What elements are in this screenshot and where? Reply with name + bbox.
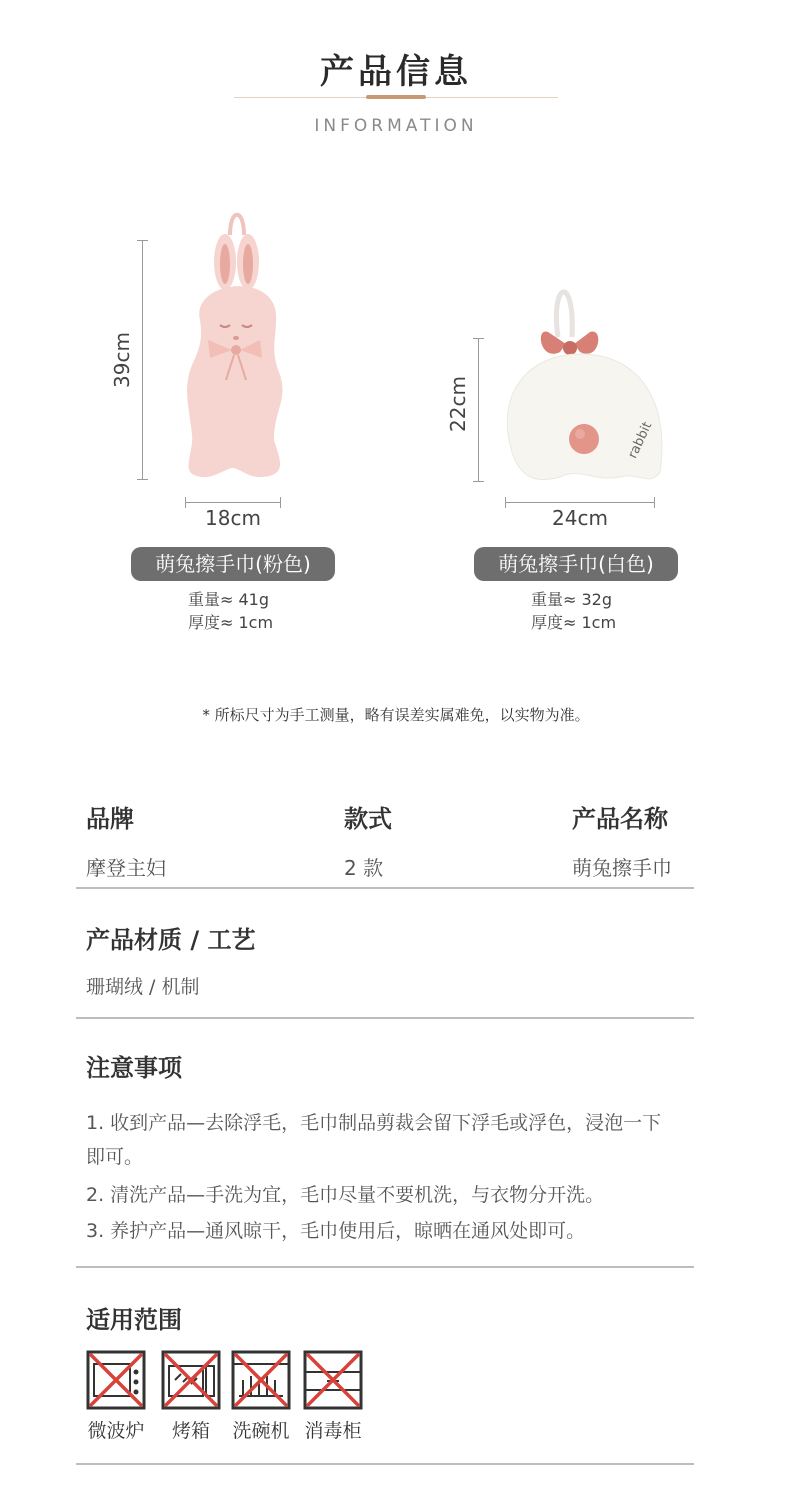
page-subtitle: INFORMATION [314, 116, 478, 136]
sterilizer-icon [303, 1350, 363, 1410]
notice-item-2: 2. 清洗产品—手洗为宜，毛巾尽量不要机洗，与衣物分开洗。 [86, 1184, 605, 1206]
pink-spec-weight: 重量≈ 41g [188, 590, 270, 609]
table-header-product-name: 产品名称 [572, 805, 668, 833]
page-title: 产品信息 [320, 52, 472, 92]
white-spec-weight: 重量≈ 32g [531, 590, 613, 609]
white-height-dimension-line [478, 338, 479, 482]
dishwasher-icon [231, 1350, 291, 1410]
white-product-name-badge: 萌兔擦手巾(白色) [474, 547, 678, 581]
divider [76, 887, 694, 889]
white-towel-embroidery: rabbit [625, 419, 656, 461]
usage-label-dishwasher: 洗碗机 [232, 1420, 290, 1442]
table-value-style: 2 款 [344, 856, 384, 880]
table-header-brand: 品牌 [86, 805, 134, 833]
divider [76, 1463, 694, 1465]
usage-title: 适用范围 [86, 1306, 182, 1334]
oven-icon [161, 1350, 221, 1410]
pink-spec-thickness: 厚度≈ 1cm [188, 613, 274, 632]
notice-item-3: 3. 养护产品—通风晾干，毛巾使用后，晾晒在通风处即可。 [86, 1220, 586, 1242]
pink-height-label: 39cm [110, 332, 134, 388]
pink-product-name-badge: 萌兔擦手巾(粉色) [131, 547, 335, 581]
table-value-brand: 摩登主妇 [86, 856, 166, 880]
material-value: 珊瑚绒 / 机制 [86, 976, 200, 998]
usage-label-sterilizer: 消毒柜 [304, 1420, 362, 1442]
pink-width-label: 18cm [205, 506, 261, 530]
divider [76, 1266, 694, 1268]
notice-title: 注意事项 [86, 1054, 182, 1082]
white-rabbit-towel-image [500, 272, 670, 487]
white-width-dimension-line [505, 502, 655, 503]
measurement-note: * 所标尺寸为手工测量，略有误差实属难免，以实物为准。 [202, 706, 590, 724]
pink-rabbit-towel-image [170, 200, 310, 490]
usage-label-microwave: 微波炉 [87, 1420, 145, 1442]
divider [76, 1017, 694, 1019]
pink-height-dimension-line [142, 240, 143, 480]
white-spec-thickness: 厚度≈ 1cm [531, 613, 617, 632]
notice-item-1: 1. 收到产品—去除浮毛，毛巾制品剪裁会留下浮毛或浮色，浸泡一下即可。 [86, 1112, 662, 1168]
usage-label-oven: 烤箱 [171, 1420, 210, 1442]
table-value-product-name: 萌兔擦手巾 [572, 856, 672, 880]
title-accent-bar [366, 95, 426, 99]
white-height-label: 22cm [446, 376, 470, 432]
pink-width-dimension-line [185, 502, 281, 503]
microwave-icon [86, 1350, 146, 1410]
white-width-label: 24cm [552, 506, 608, 530]
material-title: 产品材质 / 工艺 [86, 926, 256, 954]
table-header-style: 款式 [344, 805, 392, 833]
